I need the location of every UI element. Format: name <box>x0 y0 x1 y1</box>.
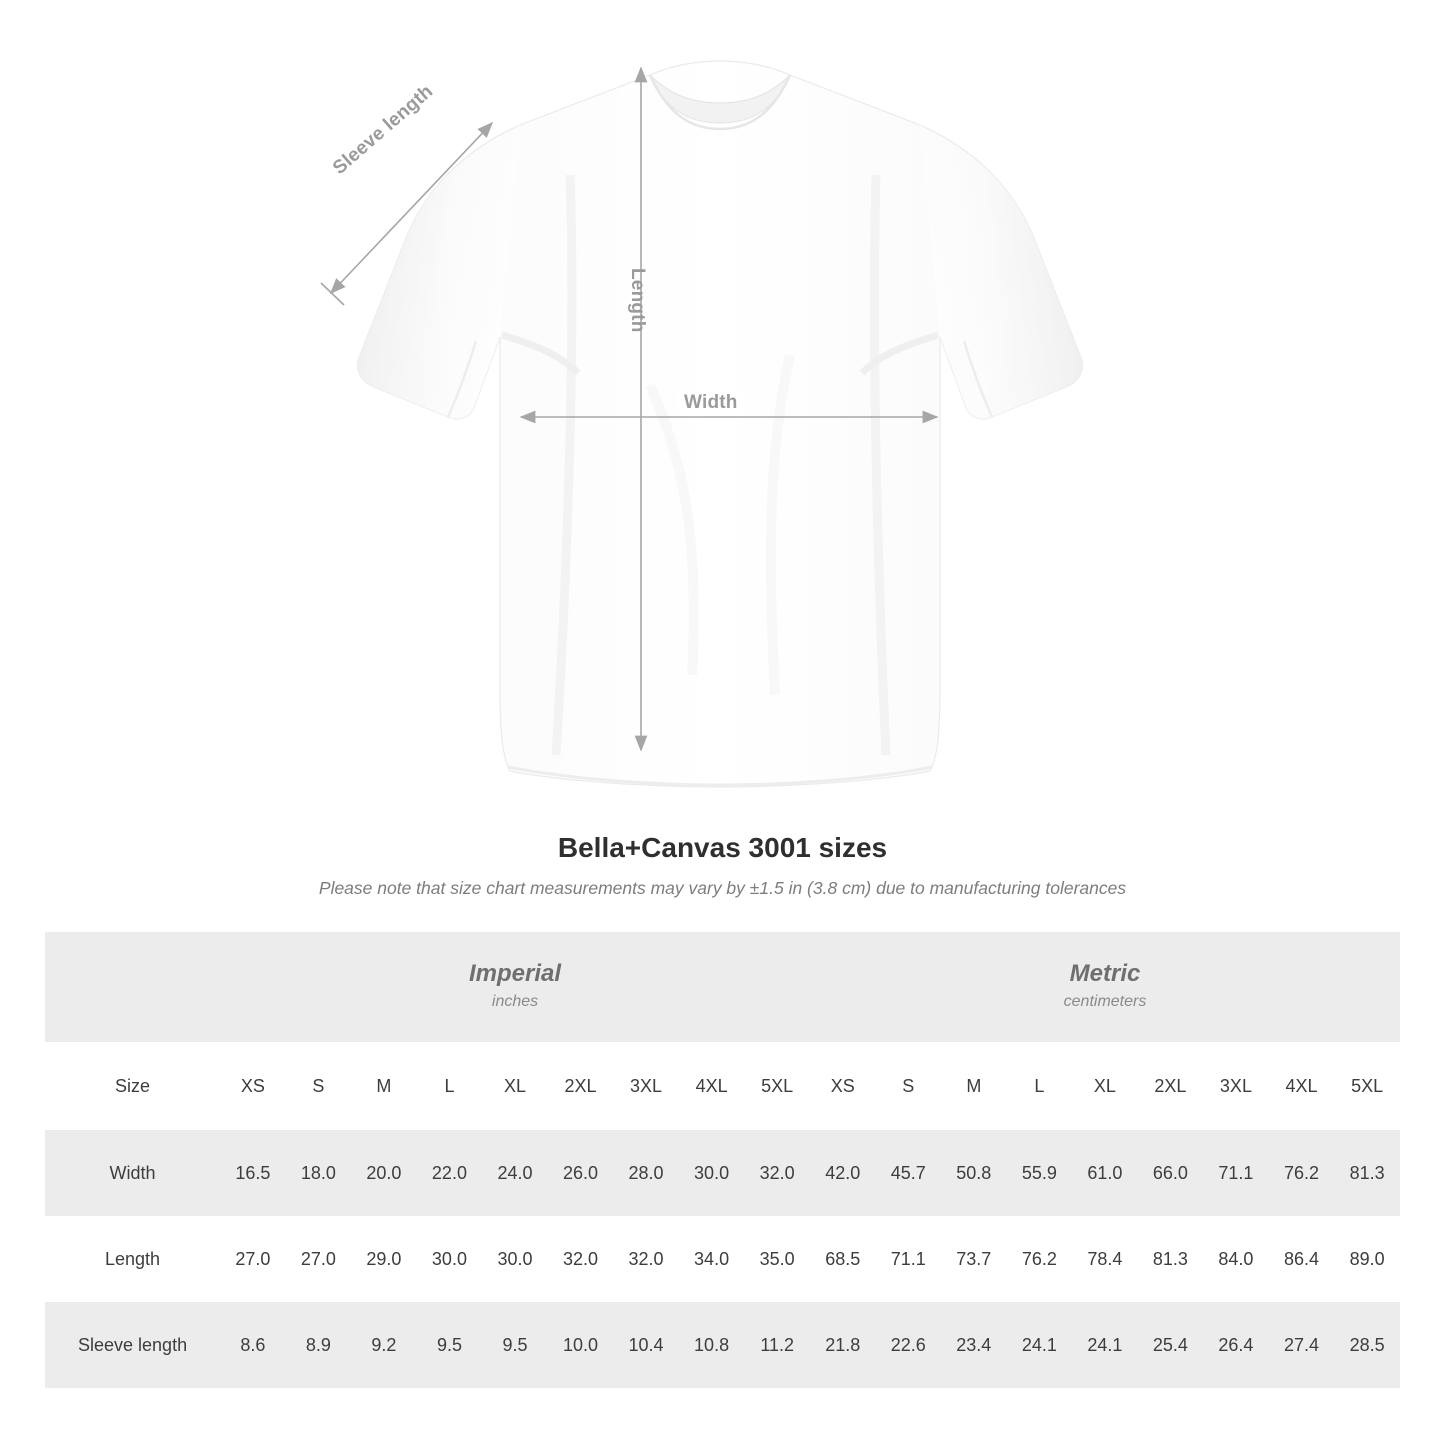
page-title: Bella+Canvas 3001 sizes <box>557 832 888 863</box>
cell-sleeve-imp-2xl: 10.0 <box>548 1302 614 1388</box>
size-header-imperial-l: L <box>417 1042 483 1130</box>
size-header-row <box>45 1042 1400 1130</box>
cell-sleeve-met-4xl: 27.4 <box>1269 1302 1335 1388</box>
cell-sleeve-imp-l: 9.5 <box>417 1302 483 1388</box>
size-header-metric-5xl: 5XL <box>1334 1042 1400 1130</box>
imperial-name: Imperial <box>469 960 562 988</box>
cell-length-met-xl: 78.4 <box>1072 1216 1138 1302</box>
cell-width-met-5xl: 81.3 <box>1334 1130 1400 1216</box>
table-row <box>45 1216 1400 1302</box>
cell-length-met-xs: 68.5 <box>810 1216 876 1302</box>
cell-sleeve-imp-xl: 9.5 <box>482 1302 548 1388</box>
row-label-length: Length <box>45 1216 220 1302</box>
dimension-arrows <box>300 55 1200 795</box>
cell-length-imp-s: 27.0 <box>286 1216 352 1302</box>
size-header-imperial-5xl: 5XL <box>744 1042 810 1130</box>
unit-header-corner <box>45 932 220 1042</box>
cell-sleeve-met-3xl: 26.4 <box>1203 1302 1269 1388</box>
size-header-imperial-m: M <box>351 1042 417 1130</box>
cell-width-imp-4xl: 30.0 <box>679 1130 745 1216</box>
size-header-imperial-xl: XL <box>482 1042 548 1130</box>
cell-sleeve-met-m: 23.4 <box>941 1302 1007 1388</box>
cell-width-imp-3xl: 28.0 <box>613 1130 679 1216</box>
cell-sleeve-imp-3xl: 10.4 <box>613 1302 679 1388</box>
cell-sleeve-met-xl: 24.1 <box>1072 1302 1138 1388</box>
size-table <box>45 932 1400 1388</box>
cell-sleeve-imp-4xl: 10.8 <box>679 1302 745 1388</box>
width-label: Width <box>676 392 746 414</box>
imperial-sub: inches <box>491 993 539 1011</box>
cell-width-imp-m: 20.0 <box>351 1130 417 1216</box>
size-header-metric-l: L <box>1007 1042 1073 1130</box>
title-block <box>0 832 1445 899</box>
cell-sleeve-met-l: 24.1 <box>1007 1302 1073 1388</box>
cell-width-met-xl: 61.0 <box>1072 1130 1138 1216</box>
size-header-metric-2xl: 2XL <box>1138 1042 1204 1130</box>
cell-length-imp-l: 30.0 <box>417 1216 483 1302</box>
cell-width-imp-xs: 16.5 <box>220 1130 286 1216</box>
metric-name: Metric <box>1069 960 1141 988</box>
cell-sleeve-imp-5xl: 11.2 <box>744 1302 810 1388</box>
unit-header-imperial <box>220 932 810 1042</box>
cell-width-imp-l: 22.0 <box>417 1130 483 1216</box>
tolerance-note: Please note that size chart measurements may vary by ±1.5 in (3.8 cm) due to manufacturing tolerances <box>318 878 1127 898</box>
cell-length-met-l: 76.2 <box>1007 1216 1073 1302</box>
size-header-imperial-4xl: 4XL <box>679 1042 745 1130</box>
cell-length-met-2xl: 81.3 <box>1138 1216 1204 1302</box>
row-label-width: Width <box>45 1130 220 1216</box>
cell-length-imp-xl: 30.0 <box>482 1216 548 1302</box>
cell-sleeve-imp-s: 8.9 <box>286 1302 352 1388</box>
row-label-sleeve-length: Sleeve length <box>45 1302 220 1388</box>
size-header-metric-4xl: 4XL <box>1269 1042 1335 1130</box>
cell-sleeve-imp-xs: 8.6 <box>220 1302 286 1388</box>
cell-width-imp-s: 18.0 <box>286 1130 352 1216</box>
size-header-label: Size <box>45 1042 220 1130</box>
size-table-wrap <box>45 932 1400 1388</box>
unit-header-row <box>45 932 1400 1042</box>
cell-width-imp-5xl: 32.0 <box>744 1130 810 1216</box>
size-header-metric-3xl: 3XL <box>1203 1042 1269 1130</box>
cell-sleeve-met-s: 22.6 <box>876 1302 942 1388</box>
sleeve-length-label: Sleeve length <box>329 80 438 179</box>
size-header-metric-xl: XL <box>1072 1042 1138 1130</box>
cell-width-met-2xl: 66.0 <box>1138 1130 1204 1216</box>
cell-length-met-4xl: 86.4 <box>1269 1216 1335 1302</box>
cell-width-met-s: 45.7 <box>876 1130 942 1216</box>
size-header-metric-m: M <box>941 1042 1007 1130</box>
cell-width-met-xs: 42.0 <box>810 1130 876 1216</box>
cell-length-imp-xs: 27.0 <box>220 1216 286 1302</box>
cell-length-imp-3xl: 32.0 <box>613 1216 679 1302</box>
cell-length-met-3xl: 84.0 <box>1203 1216 1269 1302</box>
cell-length-met-5xl: 89.0 <box>1334 1216 1400 1302</box>
cell-width-imp-2xl: 26.0 <box>548 1130 614 1216</box>
size-header-imperial-s: S <box>286 1042 352 1130</box>
metric-sub: centimeters <box>1063 993 1147 1011</box>
cell-width-imp-xl: 24.0 <box>482 1130 548 1216</box>
cell-length-imp-2xl: 32.0 <box>548 1216 614 1302</box>
cell-width-met-l: 55.9 <box>1007 1130 1073 1216</box>
size-header-metric-xs: XS <box>810 1042 876 1130</box>
size-header-imperial-3xl: 3XL <box>613 1042 679 1130</box>
size-header-imperial-xs: XS <box>220 1042 286 1130</box>
cell-length-imp-m: 29.0 <box>351 1216 417 1302</box>
cell-sleeve-met-xs: 21.8 <box>810 1302 876 1388</box>
cell-sleeve-met-5xl: 28.5 <box>1334 1302 1400 1388</box>
unit-header-metric <box>810 932 1400 1042</box>
cell-length-imp-4xl: 34.0 <box>679 1216 745 1302</box>
size-header-imperial-2xl: 2XL <box>548 1042 614 1130</box>
table-row <box>45 1302 1400 1388</box>
cell-width-met-m: 50.8 <box>941 1130 1007 1216</box>
length-label: Length <box>627 268 648 333</box>
cell-length-met-s: 71.1 <box>876 1216 942 1302</box>
cell-sleeve-imp-m: 9.2 <box>351 1302 417 1388</box>
cell-length-met-m: 73.7 <box>941 1216 1007 1302</box>
cell-sleeve-met-2xl: 25.4 <box>1138 1302 1204 1388</box>
table-row <box>45 1130 1400 1216</box>
cell-length-imp-5xl: 35.0 <box>744 1216 810 1302</box>
cell-width-met-4xl: 76.2 <box>1269 1130 1335 1216</box>
cell-width-met-3xl: 71.1 <box>1203 1130 1269 1216</box>
size-header-metric-s: S <box>876 1042 942 1130</box>
